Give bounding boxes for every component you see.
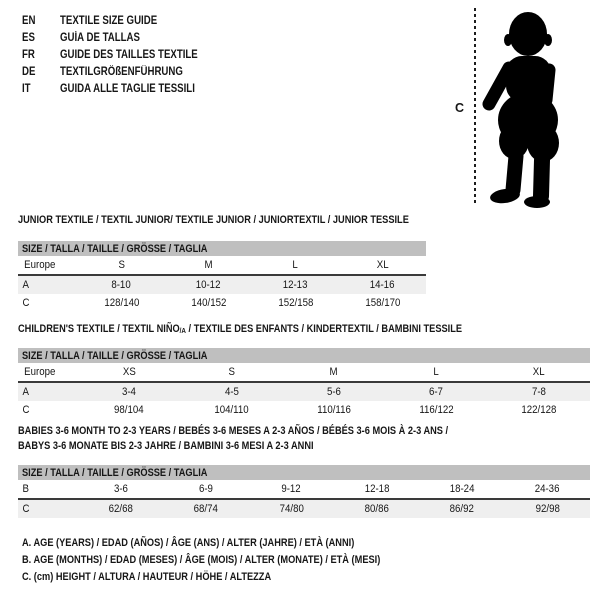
cell: XL bbox=[376, 259, 389, 271]
row-label: Europe bbox=[24, 259, 56, 271]
row-label: C bbox=[22, 404, 30, 416]
row-label: B bbox=[22, 483, 29, 495]
language-title-list bbox=[22, 12, 224, 97]
size-header-bar: SIZE / TALLA / TAILLE / GRÖSSE / TAGLIA bbox=[18, 465, 590, 480]
lang-code: DE bbox=[22, 65, 36, 78]
title-subscript: /A bbox=[179, 326, 186, 335]
cell: XS bbox=[122, 366, 136, 378]
lang-title: GUIDE DES TAILLES TEXTILE bbox=[60, 48, 198, 61]
footnote-b: B. AGE (MONTHS) / EDAD (MESES) / ÂGE (MOIS) / ALTER (MONATE) / ETÀ (MESI) bbox=[22, 553, 381, 566]
cell: 3-6 bbox=[113, 483, 128, 495]
cell: 9-12 bbox=[281, 483, 302, 495]
row-label: A bbox=[22, 386, 29, 398]
lang-title: TEXTILGRÖßENFÜHRUNG bbox=[60, 65, 183, 78]
lang-row-es bbox=[22, 29, 224, 46]
cell: M bbox=[204, 259, 213, 271]
cell: 140/152 bbox=[190, 297, 226, 309]
lang-code: IT bbox=[22, 82, 31, 95]
height-measure-label: C bbox=[455, 101, 465, 115]
table-title: JUNIOR TEXTILE / TEXTIL JUNIOR/ TEXTILE JUNIOR / JUNIORTEXTIL / JUNIOR TESSILE bbox=[18, 214, 409, 226]
footnote-legend bbox=[22, 534, 449, 585]
cell: M bbox=[329, 366, 339, 378]
cell: 158/170 bbox=[364, 297, 400, 309]
row-label: C bbox=[22, 503, 30, 515]
table-row bbox=[18, 480, 590, 498]
cell: 116/122 bbox=[419, 404, 454, 416]
cell: 86/92 bbox=[449, 503, 475, 515]
cell: 74/80 bbox=[279, 503, 304, 515]
cell: 68/74 bbox=[193, 503, 219, 515]
cell: 5-6 bbox=[327, 386, 342, 398]
cell: 62/68 bbox=[108, 503, 133, 515]
footnote-a: A. AGE (YEARS) / EDAD (AÑOS) / ÂGE (ANS) / ALTER (JAHRE) / ETÀ (ANNI) bbox=[22, 536, 355, 549]
size-header-bar: SIZE / TALLA / TAILLE / GRÖSSE / TAGLIA bbox=[18, 348, 590, 363]
cell: 14-16 bbox=[370, 279, 395, 291]
footnote-c: C. (cm) HEIGHT / ALTURA / HAUTEUR / HÖHE / ALTEZZA bbox=[22, 570, 272, 583]
cell: 128/140 bbox=[103, 297, 139, 309]
lang-row-en bbox=[22, 12, 224, 29]
lang-row-de bbox=[22, 63, 224, 80]
cell: 12-13 bbox=[283, 279, 308, 291]
cell: L bbox=[292, 259, 299, 271]
cell: 6-7 bbox=[429, 386, 444, 398]
row-label: C bbox=[22, 297, 30, 309]
cell: 4-5 bbox=[224, 386, 239, 398]
cell: 104/110 bbox=[214, 404, 249, 416]
table-row bbox=[18, 500, 590, 518]
lang-title: TEXTILE SIZE GUIDE bbox=[60, 14, 158, 27]
cell: 12-18 bbox=[364, 483, 390, 495]
lang-row-fr bbox=[22, 46, 224, 63]
table-row bbox=[18, 294, 426, 312]
table-row bbox=[18, 383, 590, 401]
lang-title: GUÍA DE TALLAS bbox=[60, 31, 140, 44]
table-row bbox=[18, 256, 426, 274]
cell: 24-36 bbox=[534, 483, 560, 495]
row-label: A bbox=[22, 279, 29, 291]
height-measure-dashed-line bbox=[474, 8, 476, 206]
cell: S bbox=[228, 366, 235, 378]
row-label: Europe bbox=[24, 366, 56, 378]
cell: 110/116 bbox=[317, 404, 351, 416]
cell: 80/86 bbox=[364, 503, 389, 515]
table-title-line1: BABIES 3-6 MONTH TO 2-3 YEARS / BEBÉS 3-6 MESES A 2-3 AÑOS / BÉBÉS 3-6 MOIS À 2-3 ANS / bbox=[18, 425, 449, 437]
cell: 18-24 bbox=[449, 483, 475, 495]
table-row bbox=[18, 276, 426, 294]
cell: 3-4 bbox=[122, 386, 137, 398]
table-title-line2: BABYS 3-6 MONATE BIS 2-3 JAHRE / BAMBINI 3-6 MESI A 2-3 ANNI bbox=[18, 440, 314, 452]
lang-code: EN bbox=[22, 14, 36, 27]
cell: 6-9 bbox=[198, 483, 213, 495]
lang-title: GUIDA ALLE TAGLIE TESSILI bbox=[60, 82, 195, 95]
table-row bbox=[18, 363, 590, 381]
lang-row-it bbox=[22, 80, 224, 97]
children-size-table bbox=[18, 322, 590, 419]
baby-silhouette-icon bbox=[479, 8, 579, 208]
cell: 7-8 bbox=[531, 386, 546, 398]
cell: 10-12 bbox=[196, 279, 221, 291]
cell: 152/158 bbox=[277, 297, 313, 309]
cell: S bbox=[118, 259, 125, 271]
babies-size-table bbox=[18, 424, 590, 518]
cell: L bbox=[433, 366, 440, 378]
size-header-bar: SIZE / TALLA / TAILLE / GRÖSSE / TAGLIA bbox=[18, 241, 426, 256]
lang-code: FR bbox=[22, 48, 35, 61]
cell: 98/104 bbox=[114, 404, 145, 416]
junior-size-table bbox=[18, 213, 426, 312]
cell: 8-10 bbox=[111, 279, 132, 291]
cell: XL bbox=[532, 366, 545, 378]
cell: 122/128 bbox=[521, 404, 557, 416]
lang-code: ES bbox=[22, 31, 35, 44]
table-title: CHILDREN'S TEXTILE / TEXTIL NIÑO/A / TEXTILE DES ENFANTS / KINDERTEXTIL / BAMBINI TESSILE bbox=[18, 323, 463, 335]
cell: 92/98 bbox=[535, 503, 560, 515]
table-row bbox=[18, 401, 590, 419]
